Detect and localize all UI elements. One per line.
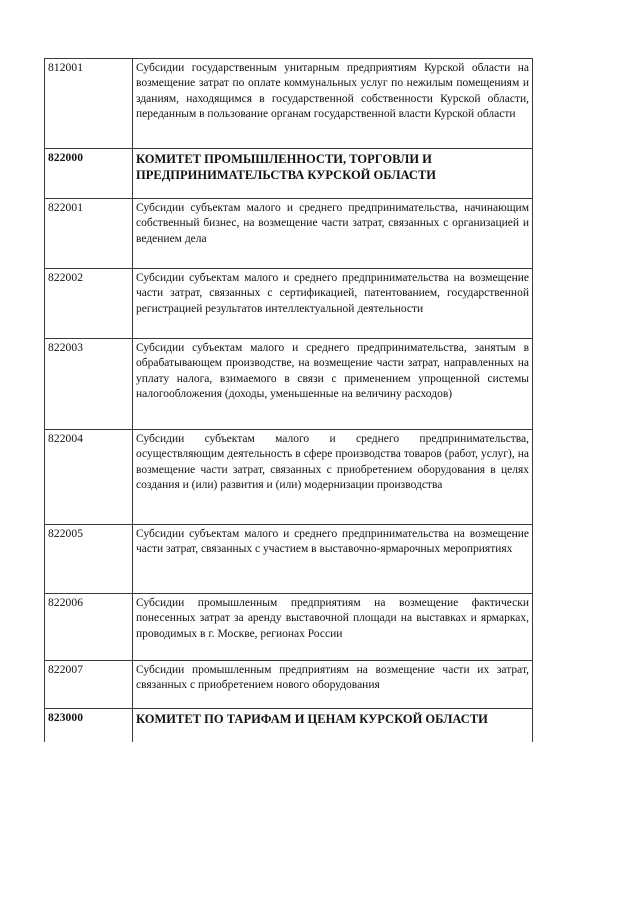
document-page <box>44 58 532 742</box>
row-description: Субсидии промышленным предприятиям на возмещение части их затрат, связанных с приобретением нового оборудования <box>133 661 533 709</box>
row-description: Субсидии субъектам малого и среднего предпринимательства на возмещение части затрат, связанных с участием в выставочно-ярмарочных мероприятиях <box>133 525 533 594</box>
row-description: Субсидии государственным унитарным предприятиям Курской области на возмещение затрат по оплате коммунальных услуг по нежилым помещениям и зданиям, находящимся в государственной собственности Курской области, переданным в пользование органам государственной власти Курской области <box>133 59 533 149</box>
row-code: 812001 <box>45 59 133 149</box>
row-description: Субсидии субъектам малого и среднего предпринимательства на возмещение части затрат, связанных с сертификацией, патентованием, государственной регистрацией результатов интеллектуальной деятельности <box>133 269 533 339</box>
budget-code-table <box>44 58 533 742</box>
row-code: 822003 <box>45 339 133 430</box>
table-row <box>45 525 533 594</box>
section-heading-row <box>45 709 533 742</box>
row-description: Субсидии субъектам малого и среднего предпринимательства, начинающим собственный бизнес, на возмещение части затрат, связанных с организацией и ведением дела <box>133 199 533 269</box>
row-code: 822005 <box>45 525 133 594</box>
row-description: Субсидии промышленным предприятиям на возмещение фактически понесенных затрат за аренду выставочной площади на выставках и ярмарках, проводимых в г. Москве, регионах России <box>133 594 533 661</box>
table-row <box>45 339 533 430</box>
table-body <box>45 59 533 742</box>
table-row <box>45 59 533 149</box>
section-heading-row <box>45 149 533 199</box>
table-row <box>45 269 533 339</box>
table-row <box>45 594 533 661</box>
table-row <box>45 661 533 709</box>
row-code: 822002 <box>45 269 133 339</box>
row-code: 822007 <box>45 661 133 709</box>
row-code: 822004 <box>45 430 133 525</box>
row-code: 822006 <box>45 594 133 661</box>
section-title: КОМИТЕТ ПРОМЫШЛЕННОСТИ, ТОРГОВЛИ И ПРЕДПРИНИМАТЕЛЬСТВА КУРСКОЙ ОБЛАСТИ <box>133 149 533 199</box>
row-code: 822001 <box>45 199 133 269</box>
row-description: Субсидии субъектам малого и среднего предпринимательства, осуществляющим деятельность в сфере производства товаров (работ, услуг), на возмещение части затрат, связанных с приобретением оборудования в целях создания и (или) развития и (или) модернизации производства <box>133 430 533 525</box>
section-code: 822000 <box>45 149 133 199</box>
table-row <box>45 199 533 269</box>
section-code: 823000 <box>45 709 133 742</box>
row-description: Субсидии субъектам малого и среднего предпринимательства, занятым в обрабатывающем производстве, на возмещение части затрат, направленных на уплату налога, взимаемого в связи с применением упрощенной системы налогообложения (доходы, уменьшенные на величину расходов) <box>133 339 533 430</box>
section-title: КОМИТЕТ ПО ТАРИФАМ И ЦЕНАМ КУРСКОЙ ОБЛАСТИ <box>133 709 533 742</box>
table-row <box>45 430 533 525</box>
